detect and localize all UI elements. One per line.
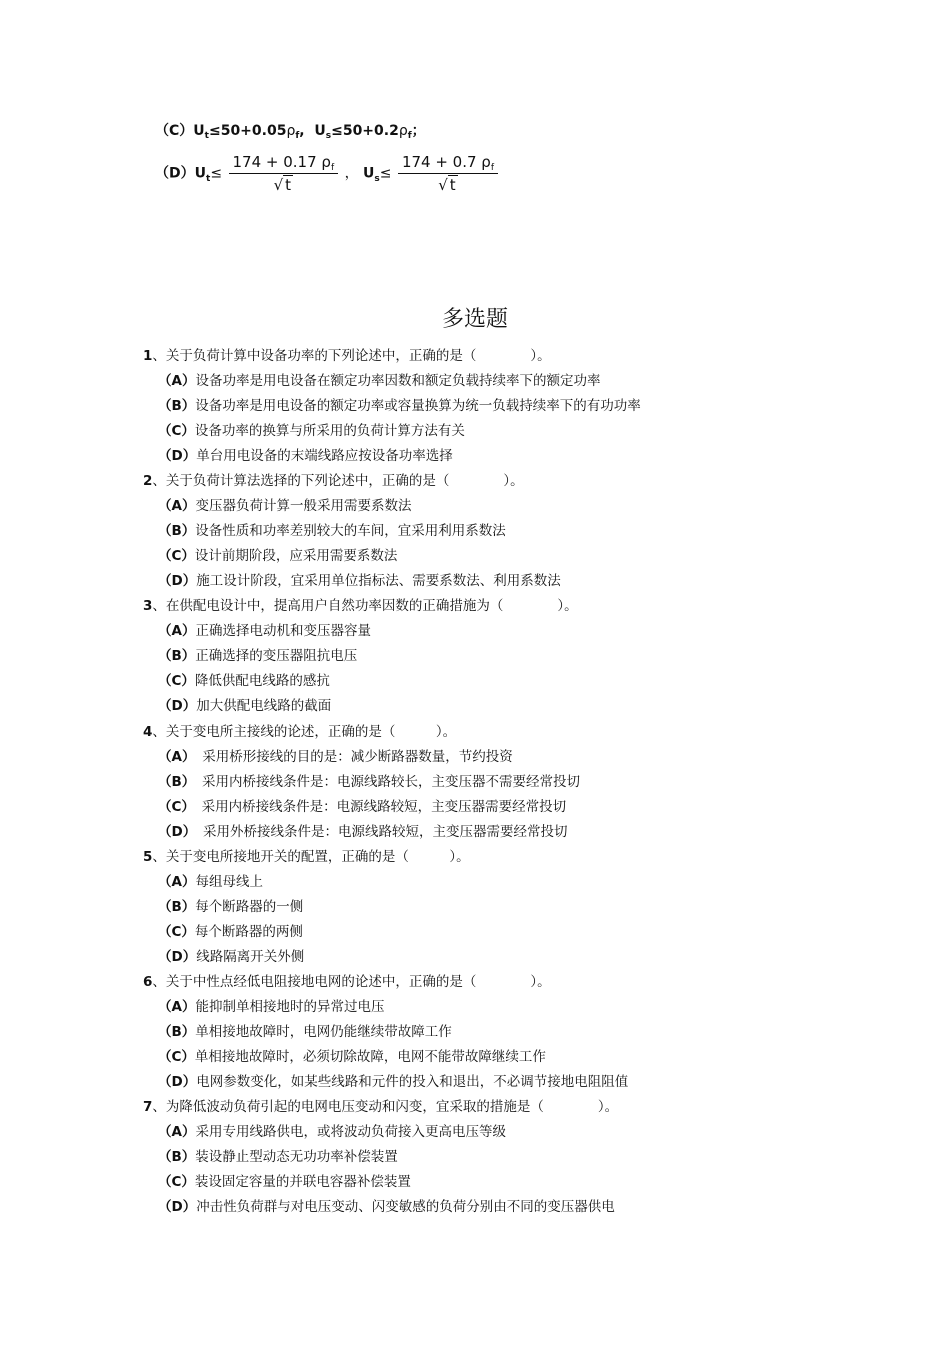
question-stem: 7、为降低波动负荷引起的电网电压变动和闪变，宜采取的措施是（ ）。 (143, 1099, 619, 1116)
sqrt-icon: √ (438, 176, 448, 194)
question-option: （D）电网参数变化，如某些线路和元件的投入和退出，不必调节接地电阻阻值 (158, 1074, 629, 1090)
question-option: （D）单台用电设备的末端线路应按设备功率选择 (158, 448, 453, 464)
denominator: t (285, 176, 292, 194)
variable-u: U (193, 123, 205, 139)
separator: ， (344, 165, 359, 182)
question-option: （B）设备性质和功率差别较大的车间，宜采用利用系数法 (158, 523, 506, 540)
separator: , (299, 123, 305, 139)
question-option: （C）设计前期阶段，应采用需要系数法 (158, 548, 398, 565)
subscript: t (206, 173, 211, 184)
question-option: （D） 采用外桥接线条件是：电源线路较短，主变压器需要经常投切 (158, 823, 568, 840)
question-option: （D）加大供配电线路的截面 (158, 698, 332, 715)
subscript: t (204, 131, 209, 141)
question-stem: 5、关于变电所接地开关的配置，正确的是（ ）。 (143, 848, 470, 865)
question-option: （C）设备功率的换算与所采用的负荷计算方法有关 (158, 423, 465, 439)
question-option: （A）设备功率是用电设备在额定功率因数和额定负载持续率下的额定功率 (158, 373, 601, 389)
subscript: s (325, 131, 332, 141)
question-option: （B）装设静止型动态无功功率补偿装置 (158, 1149, 398, 1166)
question-option: （D）冲击性负荷群与对电压变动、闪变敏感的负荷分别由不同的变压器供电 (158, 1199, 615, 1216)
question-option: （A）每组母线上 (158, 873, 263, 890)
question-option: （C）单相接地故障时，必须切除故障，电网不能带故障继续工作 (158, 1049, 546, 1065)
expression: ≤50+0.05 (208, 123, 287, 139)
rho-symbol: ρ (286, 123, 296, 139)
question-stem: 6、关于中性点经低电阻接地电网的论述中，正确的是（ ）。 (143, 974, 551, 990)
question-option: （A） 采用桥形接线的目的是：减少断路器数量，节约投资 (158, 748, 513, 765)
question-option: （C）每个断路器的两侧 (158, 923, 303, 940)
question-option: （B）单相接地故障时，电网仍能继续带故障工作 (158, 1024, 452, 1040)
question-option: （B）正确选择的变压器阻抗电压 (158, 648, 358, 665)
subscript: f (407, 131, 412, 141)
variable-u: U (194, 165, 206, 182)
section-title: 多选题 (441, 307, 508, 332)
question-option: （C） 采用内桥接线条件是：电源线路较短，主变压器需要经常投切 (158, 798, 567, 815)
sqrt-icon: √ (273, 176, 284, 194)
question-stem: 1、关于负荷计算中设备功率的下列论述中，正确的是（ ）。 (143, 348, 551, 364)
subscript: s (374, 173, 380, 184)
subscript: f (330, 163, 335, 173)
fraction (398, 153, 498, 194)
numerator: 174 + 0.7 ρ (401, 153, 491, 171)
denominator: t (449, 176, 456, 194)
less-equal: ≤ (210, 165, 223, 182)
question-option: （C）降低供配电线路的感抗 (158, 673, 330, 690)
terminator: ； (411, 123, 426, 139)
option-d-formula (155, 153, 500, 194)
question-stem: 4、关于变电所主接线的论述，正确的是（ ）。 (143, 723, 457, 740)
subscript: f (490, 163, 494, 173)
subscript: f (295, 131, 300, 141)
question-option: （C）装设固定容量的并联电容器补偿装置 (158, 1174, 411, 1191)
variable-u: U (363, 165, 375, 182)
question-option: （A）变压器负荷计算一般采用需要系数法 (158, 498, 412, 515)
question-option: （B） 采用内桥接线条件是：电源线路较长，主变压器不需要经常投切 (158, 773, 581, 790)
question-option: （D）线路隔离开关外侧 (158, 948, 305, 965)
option-label: （C） (155, 123, 194, 139)
rho-symbol: ρ (398, 123, 408, 139)
question-option: （A）采用专用线路供电，或将波动负荷接入更高电压等级 (158, 1124, 506, 1141)
question-stem: 3、在供配电设计中，提高用户自然功率因数的正确措施为（ ）。 (143, 598, 578, 615)
question-option: （D）施工设计阶段，宜采用单位指标法、需要系数法、利用系数法 (158, 573, 561, 590)
question-option: （A）正确选择电动机和变压器容量 (158, 623, 371, 640)
fraction (229, 153, 339, 194)
expression: ≤50+0.2 (331, 123, 399, 139)
variable-u: U (314, 123, 326, 139)
numerator: 174 + 0.17 ρ (232, 153, 331, 171)
option-label: （D） (155, 165, 195, 182)
question-option: （B）设备功率是用电设备的额定功率或容量换算为统一负载持续率下的有功功率 (158, 398, 641, 414)
question-stem: 2、关于负荷计算法选择的下列论述中，正确的是（ ）。 (143, 473, 524, 490)
option-c-formula (155, 120, 426, 140)
question-option: （B）每个断路器的一侧 (158, 898, 304, 915)
question-option: （A）能抑制单相接地时的异常过电压 (158, 999, 385, 1015)
less-equal: ≤ (379, 165, 392, 182)
